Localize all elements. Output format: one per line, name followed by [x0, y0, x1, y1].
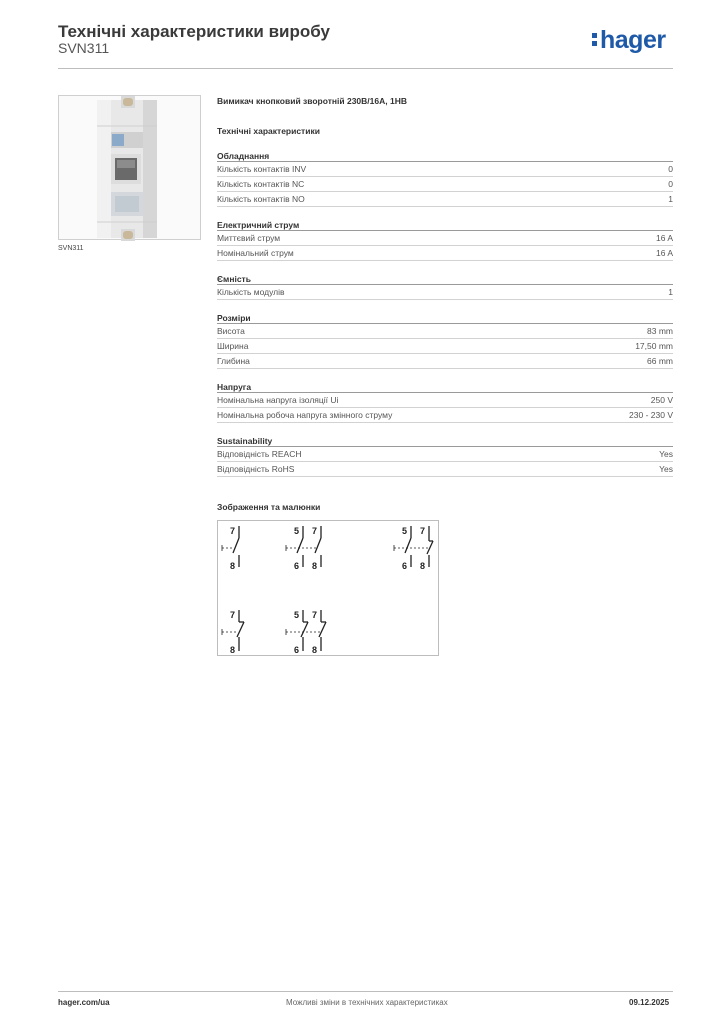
spec-label: Висота	[217, 326, 245, 336]
spec-row	[217, 324, 673, 339]
group-title: Ємність	[217, 273, 673, 285]
spec-group-current	[217, 219, 673, 261]
spec-value: 83 mm	[647, 326, 673, 336]
spec-label: Номінальна робоча напруга змінного струму	[217, 410, 393, 420]
terminal-label: 5	[402, 526, 408, 536]
spec-label: Номінальний струм	[217, 248, 294, 258]
switch-symbol-2	[286, 526, 321, 571]
terminal-label: 5	[294, 610, 300, 620]
terminal-label: 7	[230, 610, 236, 620]
terminal-label: 8	[230, 645, 236, 655]
spec-value: Yes	[659, 449, 673, 459]
spec-row	[217, 339, 673, 354]
spec-row	[217, 162, 673, 177]
footer-disclaimer: Можливі зміни в технічних характеристиках	[286, 998, 448, 1007]
spec-label: Відповідність REACH	[217, 449, 302, 459]
spec-value: 230 - 230 V	[629, 410, 673, 420]
spec-row	[217, 246, 673, 261]
spec-row	[217, 231, 673, 246]
switch-symbol-4	[222, 610, 244, 655]
spec-row	[217, 354, 673, 369]
group-title: Sustainability	[217, 435, 673, 447]
spec-content	[217, 96, 673, 489]
spec-label: Відповідність RoHS	[217, 464, 295, 474]
terminal-label: 7	[312, 610, 318, 620]
terminal-label: 7	[420, 526, 426, 536]
switch-symbol-1	[222, 526, 239, 571]
page-title: Технічні характеристики виробу	[58, 22, 330, 41]
terminal-label: 7	[230, 526, 236, 536]
spec-row	[217, 285, 673, 300]
spec-row	[217, 393, 673, 408]
switch-symbol-5	[286, 610, 326, 655]
spec-value: 16 A	[655, 233, 673, 243]
group-title: Електричний струм	[217, 219, 673, 231]
spec-label: Миттєвий струм	[217, 233, 281, 243]
spec-group-capacity	[217, 273, 673, 300]
spec-label: Кількість контактів NC	[217, 179, 305, 189]
spec-label: Номінальна напруга ізоляції Ui	[217, 395, 339, 405]
specs-heading: Технічні характеристики	[217, 126, 320, 136]
logo-mark-icon	[592, 33, 598, 47]
terminal-label: 8	[312, 561, 318, 571]
terminal-label: 8	[312, 645, 318, 655]
terminal-label: 6	[402, 561, 408, 571]
spec-group-voltage	[217, 381, 673, 423]
group-title: Обладнання	[217, 150, 673, 162]
spec-row	[217, 447, 673, 462]
terminal-label: 6	[294, 645, 300, 655]
spec-value: 16 A	[655, 248, 673, 258]
drawings-heading: Зображення та малюнки	[217, 502, 321, 512]
spec-group-equipment	[217, 150, 673, 207]
spec-group-dimensions	[217, 312, 673, 369]
spec-row	[217, 177, 673, 192]
hager-logo[interactable]	[592, 26, 666, 55]
spec-value: 1	[668, 287, 673, 297]
wiring-diagrams	[217, 520, 439, 656]
modular-switch-image	[59, 96, 202, 241]
image-caption: SVN311	[58, 245, 84, 252]
spec-label: Глибина	[217, 356, 250, 366]
group-title: Напруга	[217, 381, 673, 393]
spec-value: 17,50 mm	[635, 341, 673, 351]
spec-label: Кількість модулів	[217, 287, 285, 297]
footer-divider	[58, 991, 673, 992]
spec-value: 66 mm	[647, 356, 673, 366]
terminal-label: 7	[312, 526, 318, 536]
group-title: Розміри	[217, 312, 673, 324]
product-image	[58, 95, 201, 240]
terminal-label: 6	[294, 561, 300, 571]
logo-text: hager	[600, 26, 666, 54]
spec-value: Yes	[659, 464, 673, 474]
spec-row	[217, 408, 673, 423]
product-code: SVN311	[58, 40, 110, 56]
footer-website-link[interactable]: hager.com/ua	[58, 998, 110, 1007]
spec-row	[217, 462, 673, 477]
terminal-label: 8	[230, 561, 236, 571]
header-divider	[58, 68, 673, 69]
spec-label: Ширина	[217, 341, 249, 351]
product-name: Вимикач кнопковий зворотній 230В/16А, 1НВ	[217, 96, 407, 106]
spec-value: 250 V	[650, 395, 673, 405]
spec-row	[217, 192, 673, 207]
spec-group-sustainability	[217, 435, 673, 477]
terminal-label: 5	[294, 526, 300, 536]
spec-value: 0	[668, 179, 673, 189]
spec-value: 1	[668, 194, 673, 204]
footer-date: 09.12.2025	[629, 998, 670, 1007]
spec-value: 0	[668, 164, 673, 174]
spec-label: Кількість контактів NO	[217, 194, 305, 204]
terminal-label: 8	[420, 561, 426, 571]
spec-label: Кількість контактів INV	[217, 164, 307, 174]
switch-symbol-3	[394, 526, 433, 571]
